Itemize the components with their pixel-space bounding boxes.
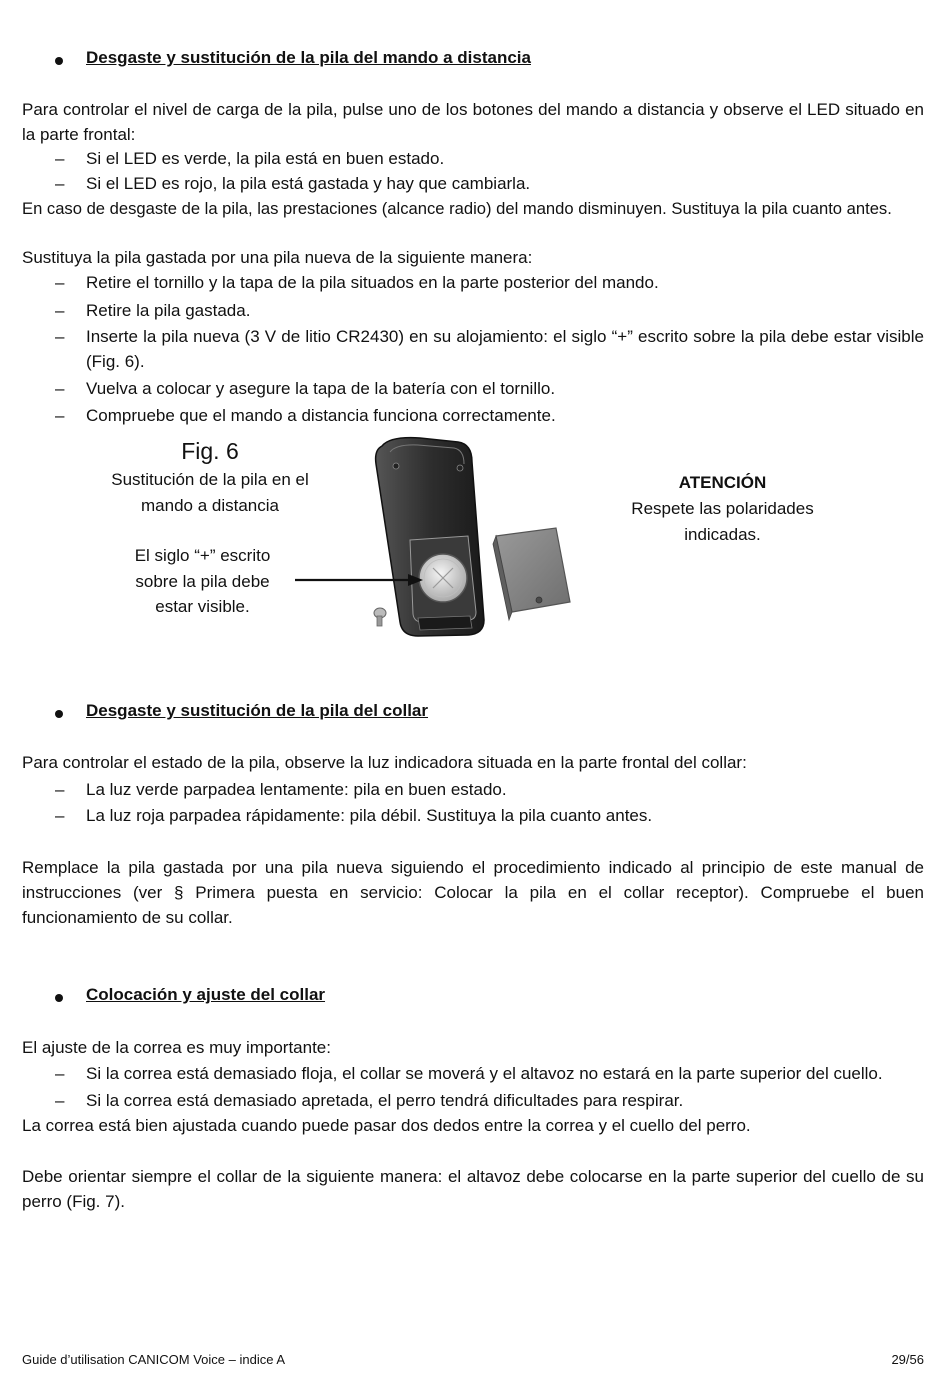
collar-fit-intro: El ajuste de la correa es muy importante: xyxy=(22,1038,331,1057)
attention-line1: Respete las polaridades xyxy=(631,499,814,518)
screw-hole-icon xyxy=(457,465,463,471)
collar-orientation: Debe orientar siempre el collar de la siguiente manera: el altavoz debe colocarse en la parte superior del cuello de su perro (Fig. 7). xyxy=(22,1167,924,1211)
figure-caption-line1: Sustitución de la pila en el xyxy=(111,470,309,489)
page-number: 29/56 xyxy=(891,1352,924,1367)
pointer-text-line1: El siglo “+” escrito xyxy=(134,546,271,565)
figure-caption-line2: mando a distancia xyxy=(141,496,279,515)
attention-line2: indicadas. xyxy=(684,525,761,544)
attention-title: ATENCIÓN xyxy=(678,473,767,492)
battery-cover xyxy=(493,528,570,620)
heading-text: Desgaste y sustitución de la pila del collar xyxy=(86,701,429,720)
remote-control-illustration xyxy=(290,432,590,642)
remote-battery-note: En caso de desgaste de la pila, las prestaciones (alcance radio) del mando disminuyen. Sustituya la pila cuanto antes. xyxy=(22,199,892,218)
collar-battery-replace: Remplace la pila gastada por una pila nueva siguiendo el procedimiento indicado al principio de este manual de instrucciones (ver § Primera puesta en servicio: Colocar la pila en el collar receptor). Compruebe el buen funcionamiento de su collar. xyxy=(22,858,924,927)
bullet-icon xyxy=(55,710,63,718)
heading-text: Desgaste y sustitución de la pila del mando a distancia xyxy=(86,48,531,67)
figure-label: Fig. 6 xyxy=(181,438,239,464)
bullet-icon xyxy=(55,57,63,65)
footer-title: Guide d’utilisation CANICOM Voice – indice A xyxy=(22,1352,286,1367)
bullet-icon xyxy=(55,994,63,1002)
document-page: Desgaste y sustitución de la pila del mando a distancia Para controlar el nivel de carga de la pila, pulse uno de los botones del mando a distancia y observe el LED situado en la parte frontal: – Si el LED es verde, la pila está en buen estado. – Si el LED es rojo, la pila está gastada y hay que cambiarla. En caso de desgaste de la pila, las prestaciones (alcance radio) del mando disminuyen. Sustituya la pila cuanto antes. Sustituya la pila gastada por una pila nueva de la siguiente manera: – Retire el tornillo y la tapa de la pila situados en la parte posterior del mando. – Retire la pila gastada. – Inserte la pila nueva (3 V de litio CR2430) en su alojamiento: el siglo “+” escrito sobre la pila debe estar visible (Fig. 6). – Vuelva a colocar y asegure la tapa de la batería con el tornillo. – Compruebe que el mando a distancia funciona correctamente. Fig. 6 Sustitución de la pila en el mando a distancia El siglo “+” escrito sobre la pila debe estar visible. ATENCIÓN Respete las polaridades indicadas. Desgaste y sustitución de la pila del collar Para controlar el estado de la pila, observe la luz indicadora situada en la parte frontal del collar: – La luz verde parpadea lentamente: pila en buen estado. – La luz roja parpadea rápidamente: pila débil. Sustituya la pila cuanto antes. Remplace la pila gastada por una pila nueva siguiendo el procedimiento indicado al principio de este manual de instrucciones (ver § Primera puesta en servicio: Colocar la pila en el collar receptor). Compruebe el buen funcionamiento de su collar. Colocación y ajuste del collar El ajuste de la correa es muy importante: – Si la correa está demasiado floja, el collar se moverá y el altavoz no estará en la parte superior del cuello. – Si la correa está demasiado apretada, el perro tendrá dificultades para respirar. La correa está bien ajustada cuando puede pasar dos dedos entre la correa y el cuello del perro. Debe orientar siempre el collar de la siguiente manera: el altavoz debe colocarse en la parte superior del cuello de su perro (Fig. 7). Guide d’utilisation CANICOM Voice – indice A 29/56 xyxy=(22,48,924,1367)
pointer-text-line2: sobre la pila debe xyxy=(135,572,270,591)
remote-battery-intro: Para controlar el nivel de carga de la pila, pulse uno de los botones del mando a distancia y observe el LED situado en la parte frontal: xyxy=(22,100,924,144)
screw-icon xyxy=(374,608,386,626)
replace-intro: Sustituya la pila gastada por una pila nueva de la siguiente manera: xyxy=(22,248,533,267)
collar-fit-note: La correa está bien ajustada cuando puede pasar dos dedos entre la correa y el cuello del perro. xyxy=(22,1116,751,1135)
heading-text: Colocación y ajuste del collar xyxy=(86,985,326,1004)
pointer-text-line3: estar visible. xyxy=(155,597,250,616)
collar-battery-intro: Para controlar el estado de la pila, observe la luz indicadora situada en la parte frontal del collar: xyxy=(22,753,747,772)
screw-hole-icon xyxy=(393,463,399,469)
